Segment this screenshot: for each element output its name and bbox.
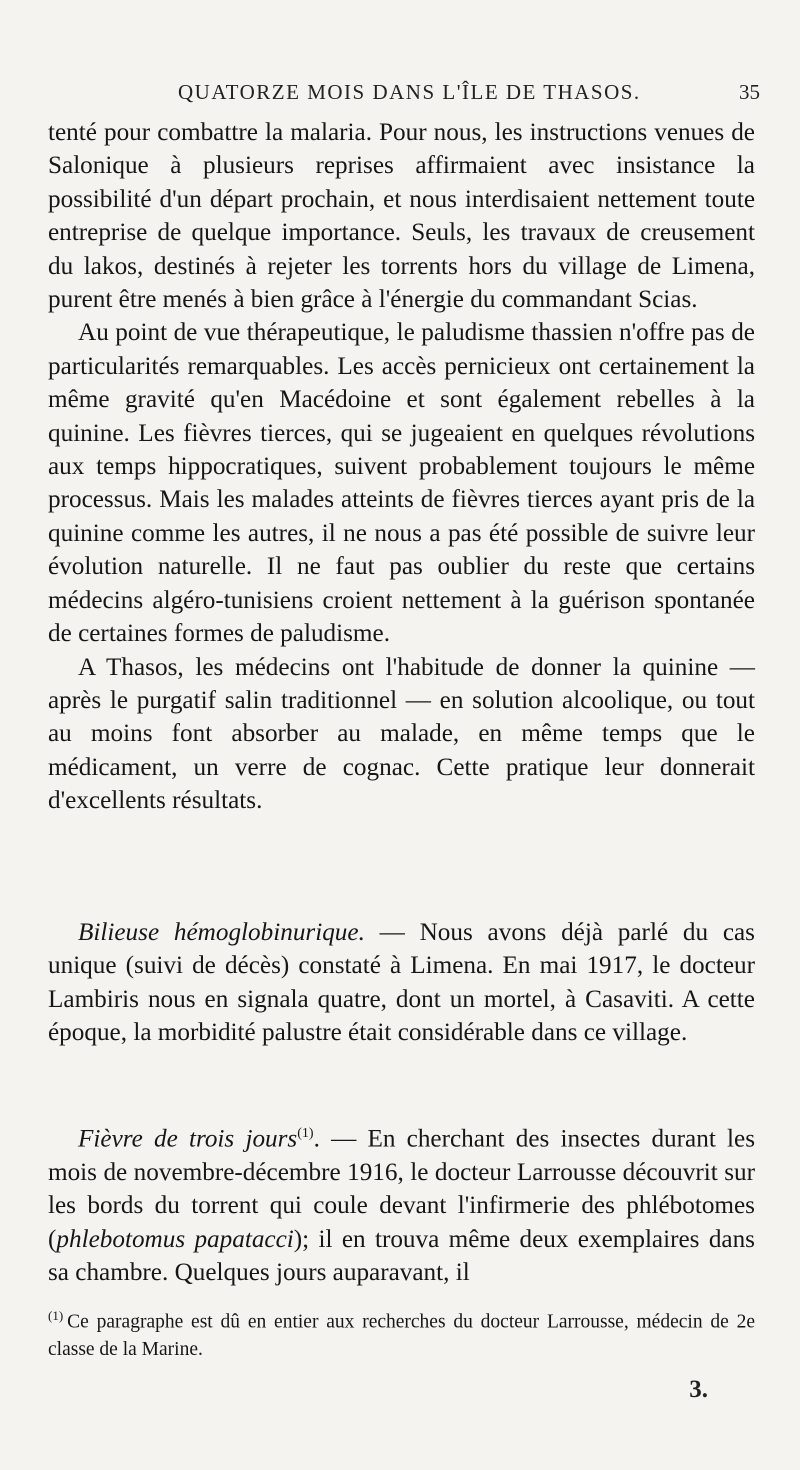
paragraph-fievre-text: . — En cherchant des insectes durant les mois de novembre-décembre 1916, le docteur Larrousse découvrit sur les bords du torrent qui coule devant l'infirmerie des phlébotomes ( bbox=[48, 1125, 755, 1253]
running-title: QUATORZE MOIS DANS L'ÎLE DE THASOS. bbox=[178, 80, 641, 104]
section-bilieuse bbox=[48, 916, 755, 1050]
signature-mark: 3. bbox=[689, 1376, 708, 1403]
footnote-text: Ce paragraphe est dû en entier aux recherches du docteur Larrousse, médecin de 2e classe de la Marine. bbox=[48, 1311, 755, 1360]
page-number: 35 bbox=[739, 80, 760, 104]
footnote-reference: (1) bbox=[297, 1126, 314, 1141]
section-heading-bilieuse: Bilieuse hémoglobinurique. bbox=[78, 919, 365, 946]
species-name: phlebotomus papatacci bbox=[56, 1225, 294, 1253]
paragraph-quinine-practice: A Thasos, les médecins ont l'habitude de donner la quinine — après le purgatif salin traditionnel — en solution alcoolique, ou tout au moins font absorber au malade, en même temps que le médicament, un verre de cognac. Cette pratique leur donnerait d'excellents résultats. bbox=[48, 653, 755, 815]
paragraph-fievre bbox=[48, 1117, 755, 1289]
footnote-marker: (1) bbox=[48, 1308, 64, 1323]
paragraph-continuation: tenté pour combattre la malaria. Pour nous, les instructions venues de Salonique à plusieurs reprises affirmaient avec insistance la possibilité d'un départ prochain, et nous interdisaient nettement toute entreprise de quelque importance. Seuls, les travaux de creusement du lakos, destinés à rejeter les torrents hors du village de Limena, purent être menés à bien grâce à l'énergie du commandant Scias. bbox=[48, 119, 755, 314]
paragraph-fievre-end: ); il en trouva même deux exemplaires dans sa chambre. Quelques jours auparavant, il bbox=[48, 1225, 755, 1287]
section-fievre bbox=[48, 1117, 755, 1289]
section-heading-fievre: Fièvre de trois jours bbox=[78, 1125, 298, 1153]
paragraph-bilieuse bbox=[48, 916, 755, 1050]
paragraph-therapeutics: Au point de vue thérapeutique, le paludisme thassien n'offre pas de particularités remarquables. Les accès pernicieux ont certainement la même gravité qu'en Macédoine et sont également rebelles à la quinine. Les fièvres tierces, qui se jugeaient en quelques révolutions aux temps hippocratiques, suivent probablement toujours le même processus. Mais les malades atteints de fièvres tierces ayant pris de la quinine comme les autres, il ne nous a pas été possible de suivre leur évolution naturelle. Il ne faut pas oublier du reste que certains médecins algéro-tunisiens croient nettement à la guérison spontanée de certaines formes de paludisme. bbox=[48, 319, 755, 648]
paragraph-bilieuse-text: — Nous avons déjà parlé du cas unique (suivi de décès) constaté à Limena. En mai 1917, le docteur Lambiris nous en signala quatre, dont un mortel, à Casaviti. A cette époque, la morbidité palustre était considérable dans ce village. bbox=[48, 919, 755, 1047]
footnote bbox=[48, 1302, 755, 1363]
main-text bbox=[48, 116, 755, 818]
page-header bbox=[48, 80, 760, 110]
